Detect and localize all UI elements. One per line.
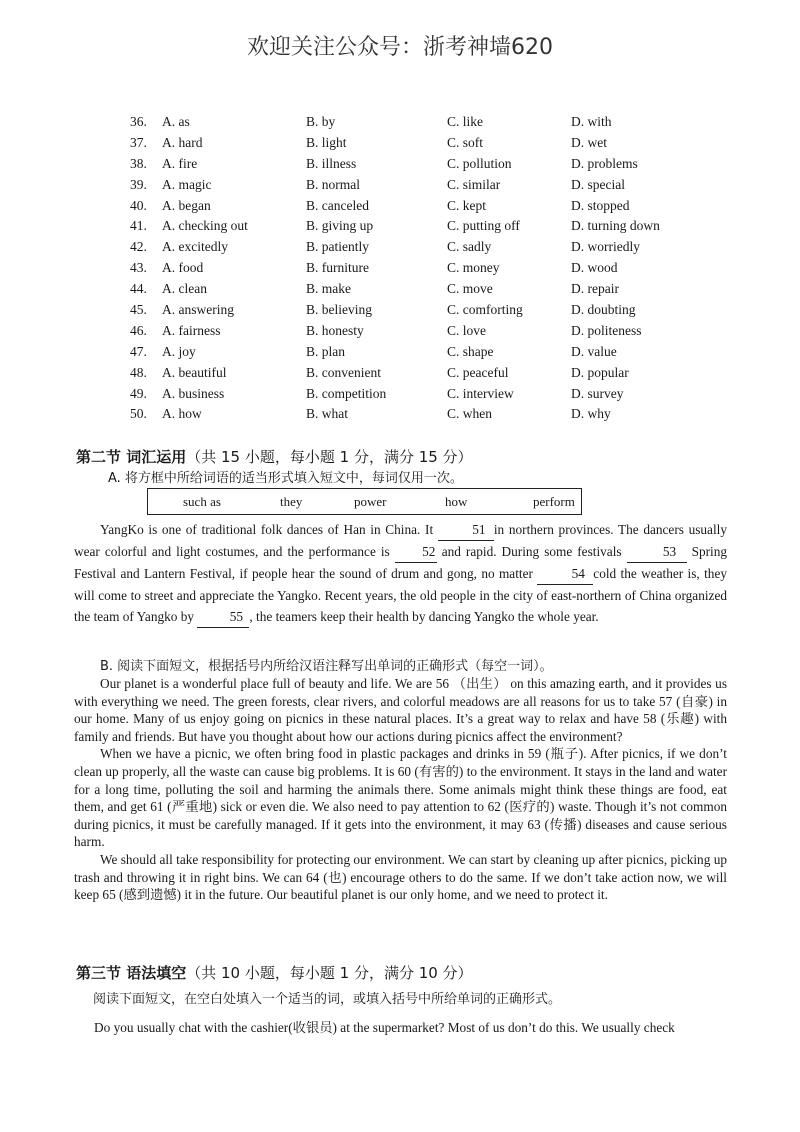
section2-title-rest: （共 15 小题，每小题 1 分，满分 15 分）: [186, 448, 473, 466]
option-c: C. money: [447, 260, 500, 276]
option-d: D. survey: [571, 385, 624, 401]
page-header: 欢迎关注公众号：浙考神墙620: [247, 35, 553, 60]
option-row: [130, 154, 690, 175]
option-c: C. sadly: [447, 239, 492, 255]
question-number: 41.: [130, 218, 147, 234]
option-b: B. honesty: [306, 322, 364, 338]
option-d: D. why: [571, 406, 611, 422]
word-box-item: such as: [183, 494, 221, 509]
section3-instruction: 阅读下面短文，在空白处填入一个适当的词，或填入括号中所给单词的正确形式。: [93, 992, 562, 1007]
blank-55: 55: [197, 606, 249, 628]
option-d: D. problems: [571, 155, 638, 171]
question-number: 37.: [130, 134, 147, 150]
option-b: B. giving up: [306, 218, 374, 234]
option-c: C. like: [447, 114, 483, 129]
passage-text: and rapid. During some festivals: [441, 544, 622, 559]
option-c: C. move: [447, 281, 493, 297]
option-d: D. special: [571, 176, 625, 192]
option-row: [130, 112, 690, 133]
passage-b: [74, 675, 727, 904]
blank-52: 52: [395, 541, 437, 563]
passage-text: in northern provinces. The dancers usually wear colorful and light costumes, and the performance is: [74, 522, 728, 559]
question-number: 44.: [130, 281, 147, 297]
passage-b-paragraph-3: We should all take responsibility for protecting our environment. We can start by cleaning up after picnics, picking up trash and throwing it in right bins. We can 64 (也) encourage others to do the same. If we don’t take action now, we will keep 65 (感到遗憾) it in the future. Our beautiful planet is our only home, and we need to protect it.: [74, 851, 727, 903]
question-number: 36.: [130, 114, 147, 129]
question-number: 40.: [130, 197, 147, 213]
option-c: C. kept: [447, 197, 486, 213]
option-d: D. worriedly: [571, 239, 640, 255]
passage-b-paragraph-1: Our planet is a wonderful place full of beauty and life. We are 56 （出生） on this amazing earth, and it provides us with everything we need. The green forests, clear rivers, and colorful meadows are all reasons for us to take 57 (自豪) in our home. Many of us enjoy going on picnics in these natural places. It’s a great way to relax and have 58 (乐趣) with family and friends. But have you thought about how our actions during picnics affect the environment?: [74, 676, 727, 744]
blank-54: 54: [537, 563, 593, 585]
option-b: B. make: [306, 281, 351, 297]
option-c: C. shape: [447, 343, 494, 359]
option-a: A. food: [162, 260, 204, 276]
option-a: A. clean: [162, 281, 207, 297]
option-b: B. normal: [306, 176, 360, 192]
option-a: A. magic: [162, 176, 212, 192]
option-b: B. plan: [306, 343, 345, 359]
section3-title: [76, 962, 473, 983]
question-number: 42.: [130, 239, 147, 255]
passage-text: cold the weather is, they will come to street and appreciate the Yangko. Recent years, the old people in the city of east-northern of China organized the team of Yangko by: [74, 566, 727, 624]
option-b: B. patiently: [306, 239, 369, 255]
option-c: C. soft: [447, 134, 484, 150]
option-c: C. when: [447, 406, 492, 422]
question-number: 45.: [130, 302, 147, 318]
section3-first-line: Do you usually chat with the cashier(收银员) at the supermarket? Most of us don’t do this. We usually check: [94, 1020, 675, 1035]
option-row: [130, 279, 690, 300]
option-row: [130, 258, 690, 279]
option-b: B. what: [306, 406, 348, 422]
word-box-item: perform: [533, 494, 575, 509]
option-b: B. light: [306, 134, 347, 150]
option-row: [130, 300, 690, 321]
option-d: D. stopped: [571, 197, 630, 213]
passage-a: [74, 519, 727, 628]
option-row: [130, 342, 690, 363]
question-number: 50.: [130, 406, 147, 422]
option-b: B. convenient: [306, 364, 381, 380]
option-d: D. repair: [571, 281, 619, 297]
passage-text: , the teamers keep their health by dancing Yangko the whole year.: [249, 609, 599, 624]
option-c: C. comforting: [447, 302, 523, 318]
option-d: D. popular: [571, 364, 629, 380]
passage-text: YangKo is one of traditional folk dances of Han in China. It: [100, 522, 434, 537]
option-d: D. wet: [571, 134, 607, 150]
option-a: A. fire: [162, 155, 198, 171]
option-row: [130, 133, 690, 154]
option-a: A. checking out: [162, 218, 248, 234]
option-d: D. politeness: [571, 322, 642, 338]
option-d: D. wood: [571, 260, 618, 276]
option-c: C. similar: [447, 176, 501, 192]
option-a: A. hard: [162, 134, 203, 150]
option-c: C. peaceful: [447, 364, 509, 380]
question-number: 38.: [130, 155, 147, 171]
word-box-item: how: [445, 494, 468, 509]
option-row: [130, 321, 690, 342]
option-d: D. with: [571, 114, 612, 129]
option-a: A. began: [162, 197, 211, 213]
option-d: D. doubting: [571, 302, 636, 318]
option-row: [130, 363, 690, 384]
option-a: A. answering: [162, 302, 234, 318]
word-box-item: power: [354, 494, 387, 509]
option-c: C. putting off: [447, 218, 520, 234]
option-b: B. furniture: [306, 260, 369, 276]
option-a: A. business: [162, 385, 225, 401]
option-c: C. pollution: [447, 155, 512, 171]
question-number: 46.: [130, 322, 147, 338]
question-number: 47.: [130, 343, 147, 359]
question-number: 39.: [130, 176, 147, 192]
option-row: [130, 404, 690, 425]
option-c: C. interview: [447, 385, 514, 401]
section3-title-rest: （共 10 小题，每小题 1 分，满分 10 分）: [186, 964, 473, 982]
passage-b-paragraph-2: When we have a picnic, we often bring food in plastic packages and drinks in 59 (瓶子). After picnics, if we don’t clean up properly, all the waste can cause big problems. It is 60 (有害的) to the environment. It stays in the land and water for a long time, polluting the soil and harming the animals there. Some animals might think these things are food, eat them, and get 61 (严重地) sick or even die. We also need to pay attention to 62 (医疗的) waste. Though it’s not common during picnics, it must be carefully managed. If it gets into the environment, it may 63 (传播) diseases and cause serious harm.: [74, 746, 727, 850]
option-d: D. value: [571, 343, 617, 359]
option-b: B. canceled: [306, 197, 369, 213]
option-b: B. illness: [306, 155, 357, 171]
option-a: A. how: [162, 406, 202, 422]
section2-title-main: 第二节 词汇运用: [76, 448, 187, 466]
question-number: 49.: [130, 385, 147, 401]
blank-53: 53: [627, 541, 687, 563]
part-b-instruction: B. 阅读下面短文，根据括号内所给汉语注释写出单词的正确形式（每空一词）。: [100, 659, 553, 674]
option-row: [130, 196, 690, 217]
section2-title: [76, 446, 473, 467]
word-box-item: they: [280, 494, 303, 509]
blank-51: 51: [438, 519, 494, 541]
question-number: 43.: [130, 260, 147, 276]
option-b: B. competition: [306, 385, 387, 401]
option-row: [130, 216, 690, 237]
option-row: [130, 175, 690, 196]
option-c: C. love: [447, 322, 486, 338]
option-row: [130, 384, 690, 405]
options-table: [130, 112, 690, 425]
option-b: B. by: [306, 114, 336, 129]
option-d: D. turning down: [571, 218, 660, 234]
word-box: [147, 488, 582, 515]
section3-title-main: 第三节 语法填空: [76, 964, 187, 982]
option-b: B. believing: [306, 302, 372, 318]
option-row: [130, 237, 690, 258]
part-a-instruction: A. 将方框中所给词语的适当形式填入短文中，每词仅用一次。: [108, 471, 463, 486]
passage-text: Spring Festival and Lantern Festival, if people hear the sound of drum and gong, no matter: [74, 544, 728, 581]
option-a: A. fairness: [162, 322, 221, 338]
option-a: A. beautiful: [162, 364, 227, 380]
option-a: A. excitedly: [162, 239, 228, 255]
option-a: A. as: [162, 114, 190, 129]
question-number: 48.: [130, 364, 147, 380]
option-a: A. joy: [162, 343, 196, 359]
